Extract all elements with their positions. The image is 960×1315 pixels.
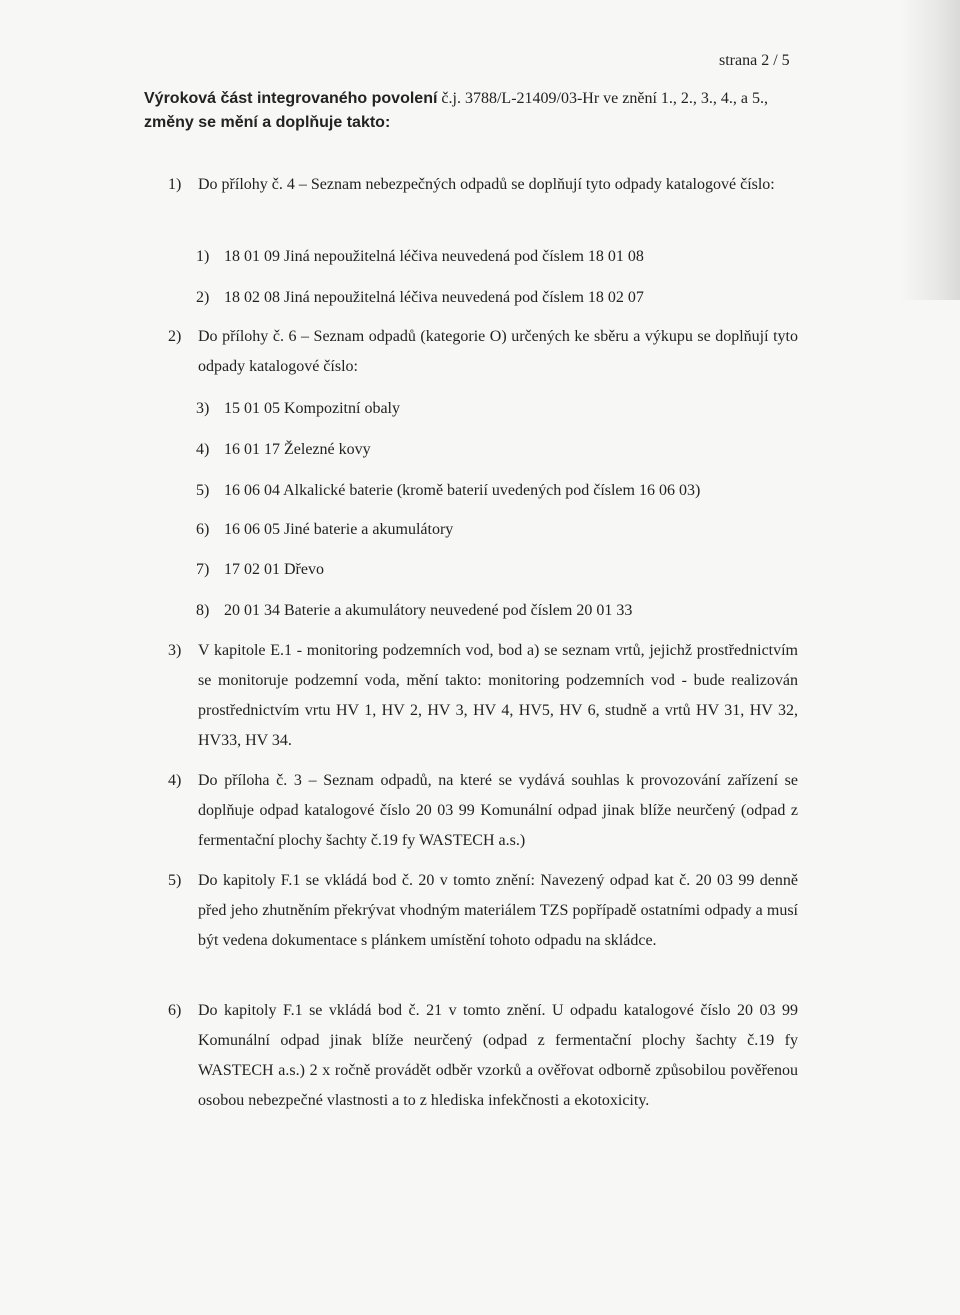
sub-item — [196, 397, 796, 421]
sub-item-number: 4) — [196, 441, 210, 458]
sub-item-text: 20 01 34 Baterie a akumulátory neuvedené pod číslem 20 01 33 — [224, 602, 633, 619]
item-text: Do příloha č. 3 – Seznam odpadů, na které se vydává souhlas k provozování zařízení se doplňuje odpad katalogové číslo 20 03 99 Komunální odpad jinak blíže neurčený (odpad z fermentační plochy šachty č.19 fy WASTECH a.s.) — [198, 772, 798, 849]
list-item — [168, 170, 798, 200]
list-item — [168, 866, 798, 956]
item-number: 4) — [168, 772, 182, 789]
item-text: V kapitole E.1 - monitoring podzemních vod, bod a) se seznam vrtů, jejichž prostřednictvím se monitoruje podzemní voda, mění takto: monitoring podzemních vod - bude realizován prostřednictvím vrtu HV 1, HV 2, HV 3, HV 4, HV5, HV 6, studně a vrtů HV 31, HV 32, HV33, HV 34. — [198, 642, 798, 749]
scan-shadow — [900, 0, 960, 300]
heading-bold: Výroková část integrovaného povolení — [144, 90, 438, 107]
sub-item — [196, 286, 796, 310]
sub-item-number: 8) — [196, 602, 210, 619]
item-text: Do kapitoly F.1 se vkládá bod č. 20 v tomto znění: Navezený odpad kat č. 20 03 99 denně před jeho zhutněním překrývat vhodným materiálem TZS popřípadě ostatními odpady a musí být vedena dokumentace s plánkem umístění tohoto odpadu na skládce. — [198, 872, 798, 949]
item-number: 2) — [168, 328, 182, 345]
heading-reference: č.j. 3788/L-21409/03-Hr ve znění 1., 2., 3., 4., a 5., — [437, 90, 769, 107]
sub-item-text: 17 02 01 Dřevo — [224, 561, 324, 578]
list-item — [168, 766, 798, 856]
sub-item-text: 16 01 17 Železné kovy — [224, 441, 371, 458]
document-heading — [144, 87, 804, 135]
sub-item-number: 3) — [196, 400, 210, 417]
sub-item-number: 1) — [196, 248, 210, 265]
sub-item-number: 7) — [196, 561, 210, 578]
item-number: 1) — [168, 176, 182, 193]
sub-item — [196, 518, 796, 542]
sub-item-text: 15 01 05 Kompozitní obaly — [224, 400, 400, 417]
sub-item — [196, 438, 796, 462]
sub-item — [196, 245, 796, 269]
item-text: Do kapitoly F.1 se vkládá bod č. 21 v tomto znění. U odpadu katalogové číslo 20 03 99 Komunální odpad jinak blíže neurčený (odpad z fermentační plochy šachty č.19 fy WASTECH a.s.) 2 x ročně provádět odběr vzorků a ověřovat odborně způsobilou pověřenou osobou nebezpečné vlastnosti a to z hlediska infekčnosti a ekotoxicity. — [198, 1002, 798, 1109]
sub-item — [196, 479, 796, 503]
sub-item-text: 18 02 08 Jiná nepoužitelná léčiva neuvedená pod číslem 18 02 07 — [224, 289, 644, 306]
sub-item-text: 18 01 09 Jiná nepoužitelná léčiva neuvedená pod číslem 18 01 08 — [224, 248, 644, 265]
sub-item-number: 2) — [196, 289, 210, 306]
item-text: Do přílohy č. 4 – Seznam nebezpečných odpadů se doplňují tyto odpady katalogové číslo: — [198, 176, 775, 193]
list-item — [168, 322, 798, 382]
list-item — [168, 636, 798, 756]
item-number: 6) — [168, 1002, 182, 1019]
item-number: 5) — [168, 872, 182, 889]
sub-item-number: 6) — [196, 521, 210, 538]
heading-line2: změny se mění a doplňuje takto: — [144, 114, 391, 131]
list-item — [168, 996, 798, 1116]
sub-item-number: 5) — [196, 482, 210, 499]
item-number: 3) — [168, 642, 182, 659]
sub-item-text: 16 06 04 Alkalické baterie (kromě baterií uvedených pod číslem 16 06 03) — [224, 482, 701, 499]
page-number: strana 2 / 5 — [719, 52, 790, 69]
item-text: Do přílohy č. 6 – Seznam odpadů (kategorie O) určených ke sběru a výkupu se doplňují tyto odpady katalogové číslo: — [198, 328, 798, 375]
sub-item — [196, 558, 796, 582]
sub-item — [196, 599, 796, 623]
sub-item-text: 16 06 05 Jiné baterie a akumulátory — [224, 521, 454, 538]
